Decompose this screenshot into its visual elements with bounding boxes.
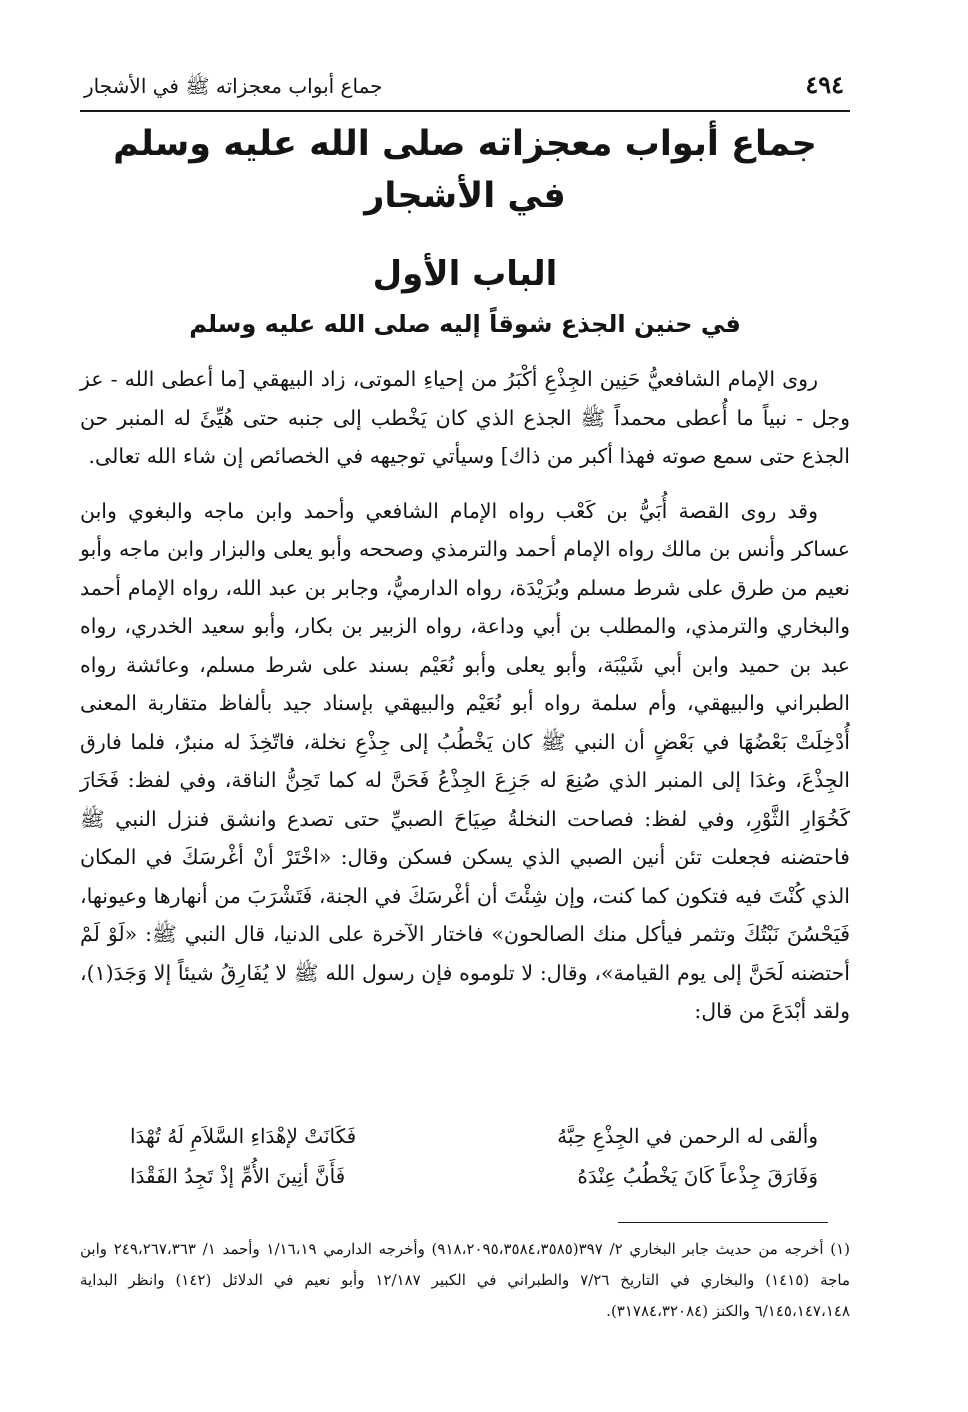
poem-verses [130, 1116, 818, 1196]
body-text [80, 360, 850, 1031]
footnotes [80, 1234, 850, 1327]
verse-1 [130, 1116, 818, 1156]
chapter-title: الباب الأول [372, 254, 558, 294]
running-header [80, 68, 850, 112]
verse-1-first-hemistich: وألقى له الرحمن في الجِذْعِ حِبَّهُ [557, 1124, 818, 1148]
page-number: ٤٩٤ [805, 70, 844, 99]
verse-2 [130, 1156, 818, 1196]
running-title: جماع أبواب معجزاته ﷺ في الأشجار [84, 74, 383, 98]
verse-2-second-hemistich: فَأَنَّ أنِينَ الأُمِّ إذْ تَجِدُ الفَقْدَا [130, 1164, 346, 1188]
main-title-line-1: جماع أبواب معجزاته صلى الله عليه وسلم [113, 124, 817, 164]
paragraph-1: روى الإمام الشافعيُّ حَنِين الجِذْعِ أكْبَرُ من إحياءِ الموتى، زاد البيهقي [ما أعطى الله - عز وجل - نبياً ما أُعطى محمداً ﷺ الجذع الذي كان يَخْطب إلى جنبه حتى هُيِّئَ له المنبر حن الجذع حتى سمع صوته فهذا أكبر من ذاك] وسيأتي توجيهه في الخصائص إن شاء الله تعالى. [80, 367, 850, 468]
verse-2-first-hemistich: وَفَارَقَ جِذْعاً كَانَ يَخْطُبُ عِنْدَهُ [577, 1164, 818, 1188]
footnote-divider [618, 1222, 828, 1223]
chapter-subtitle: في حنين الجذع شوقاً إليه صلى الله عليه وسلم [189, 310, 741, 338]
footnote-1: (١) أخرجه من حديث جابر البخاري ٢/ ٣٩٧(٩١٨،٢٠٩٥،٣٥٨٤،٣٥٨٥) وأخرجه الدارمي ١/١٦،١٩ وأحمد ١/ ٢٤٩،٢٦٧،٣٦٣ وابن ماجة (١٤١٥) والبخاري في التاريخ ٧/٢٦ والطبراني في الكبير ١٢/١٨٧ وأبو نعيم في الدلائل (١٤٢) وانظر البداية ٦/١٤٥،١٤٧،١٤٨ والكنز (٣١٧٨٤،٣٢٠٨٤). [80, 1240, 850, 1320]
main-title [80, 118, 850, 222]
main-title-line-2: في الأشجار [364, 176, 566, 216]
paragraph-2: وقد روى القصة أُبَيُّ بن كَعْب رواه الإمام الشافعي وأحمد وابن ماجه والبغوي وابن عساكر وأنس بن مالك رواه الإمام أحمد والترمذي وصححه وأبو يعلى والبزار وابن ماجه وأبو نعيم من طرق على شرط مسلم وبُرَيْدَة، رواه الدارميُّ، وجابر بن عبد الله، رواه الإمام أحمد والبخاري والترمذي، والمطلب بن أبي وداعة، رواه الزبير بن بكار، وأبو سعيد الخدري، رواه عبد بن حميد وابن أبي شَيْبَة، وأبو يعلى وأبو نُعَيْم بسند على شرط مسلم، وعائشة رواه الطبراني والبيهقي، وأم سلمة رواه أبو نُعَيْم والبيهقي بإسناد جيد بألفاظ متقاربة المعنى أُدْخِلَتْ بَعْضُهَا في بَعْضٍ أن النبي ﷺ كان يَخْطُبُ إلى جِذْعِ نخلة، فاتّخِذَ له منبرٌ، فلما فارق الجِذْعَ، وغدَا إلى المنبر الذي صُنِعَ له جَزِعَ الجِذْعُ فَحَنَّ له كما تَحِنُّ الناقة، وفي لفظ: فَخَارَ كَخُوَارِ الثَّوْرِ، وفي لفظ: فصاحت النخلةُ صِيَاحَ الصبيِّ حتى تصدع وانشق فنزل النبي ﷺ فاحتضنه فجعلت تئن أنين الصبي الذي يسكن فسكن وقال: «اخْتَرْ أنْ أغْرسَكَ في المكان الذي كُنْتَ فيه فتكون كما كنت، وإن شِئْتَ أن أغْرسَكَ في الجنة، فَتَشْرَبَ من أنهارها وعيونها، فَيَحْسُنَ نَبْتُكَ وتثمر فيأكل منك الصالحون» فاختار الآخرة على الدنيا، قال النبي ﷺ: «لَوْ لَمْ أحتضنه لَحَنَّ إلى يوم القيامة»، وقال: لا تلوموه فإن رسول الله ﷺ لا يُفَارِقُ شيئاً إلا وَجَدَ(١)، ولقد أبْدَعَ من قال: [80, 498, 850, 1023]
verse-1-second-hemistich: فَكَانَتْ لإهْدَاءِ السَّلاَمِ لَهُ تُهْدَا [130, 1124, 357, 1148]
